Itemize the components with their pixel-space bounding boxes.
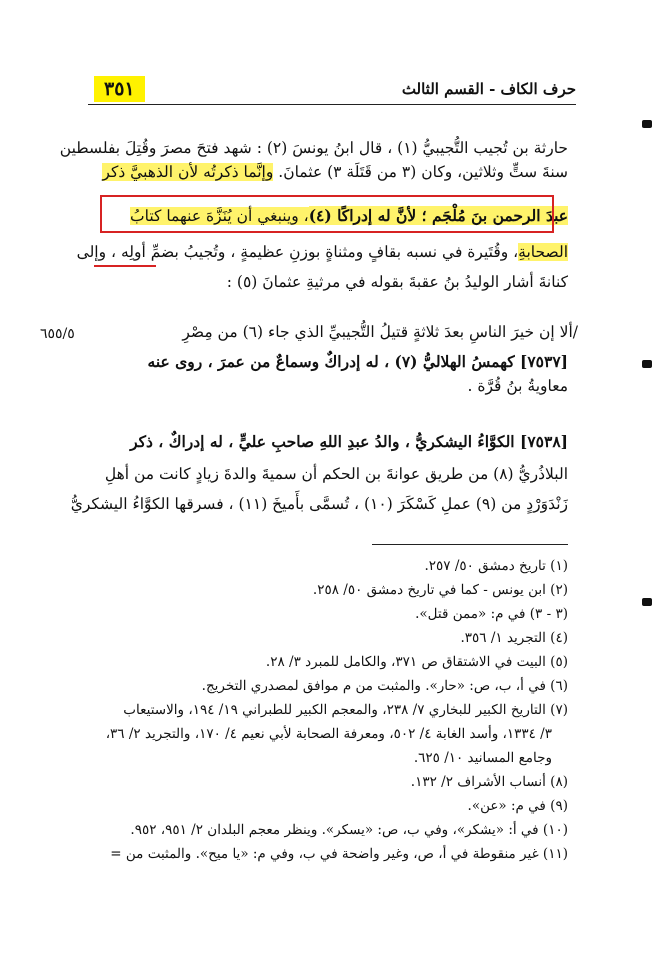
footnote-10: (١٠) في أ: «يشكر»، وفي ب، ص: «يسكر». وينظر معجم البلدان ٢/ ٩٥١، ٩٥٢. [130,822,568,838]
entry-7538-line-2: البلاذُريُّ (٨) من طريق عوانةَ بن الحكم أن سميةَ والدةَ زيادٍ كانت من أهلِ [104,465,568,483]
footnote-5: (٥) البيت في الاشتقاق ص ٣٧١، والكامل للمبرد ٣/ ٢٨. [265,654,568,670]
scan-edge-mark [642,120,652,128]
red-annotation-box [100,195,554,233]
footnote-6: (٦) في أ، ب، ص: «حار». والمثبت من م موافق لمصدري التخريج. [201,678,568,694]
scan-edge-mark [642,360,652,368]
entry-7537: [٧٥٣٧] كهمسُ الهلاليُّ (٧) ، له إدراكٌ وسماعٌ من عمرَ ، روى عنه [147,352,568,371]
header-rule [88,104,576,105]
footnote-7: (٧) التاريخ الكبير للبخاري ٧/ ٢٣٨، والمعجم الكبير للطبراني ١٩/ ١٩٤، والاستيعاب [123,702,568,718]
footnote-9: (٩) في م: «عن». [467,798,568,814]
footnote-8: (٨) أنساب الأشراف ٢/ ١٣٢. [410,774,568,790]
verse-line: /ألا إن خيرَ الناسِ بعدَ ثلاثةٍ قتيلُ التُّجيبيِّ الذي جاء (٦) من مِصْرِ [182,323,578,341]
scan-edge-mark [642,598,652,606]
entry-7537-cont: معاويةُ بنُ قُرَّة . [467,377,568,395]
body-line-2: سنةَ ستٍّ وثلاثين، وكان (٣ من قَتَلَة ٣) عثمانَ. وإنَّما ذكرتُه لأن الذهبيَّ ذكر [102,163,568,181]
body-line-4: الصحابةِ، وقُتَيرة في نسبه بقافٍ ومثناةٍ بوزنِ عظيمةٍ ، وتُجيبُ بضمِّ أولِه ، وإلى [76,243,568,261]
footnote-4: (٤) التجريد ١/ ٣٥٦. [460,630,568,646]
entry-7538: [٧٥٣٨] الكوَّاءُ اليشكريُّ ، والدُ عبدِ اللهِ صاحبِ عليٍّ ، له إدراكٌ ، ذكر [130,432,568,451]
footnote-3: (٣ - ٣) في م: «ممن قتل». [415,606,568,622]
footnote-7-cont: ٣/ ١٣٣٤، وأسد الغابة ٤/ ٥٠٢، ومعرفة الصحابة لأبي نعيم ٤/ ١٧٠، والتجريد ٢/ ٣٦، [105,726,552,742]
highlighted-text: وإنَّما ذكرتُه لأن الذهبيَّ ذكر [102,163,274,181]
footnotes-rule [372,544,568,545]
margin-reference: ٦٥٥/٥ [40,326,75,342]
footnote-11: (١١) غير منقوطة في أ، ص، وغير واضحة في ب، وفي م: «يا ميح». والمثبت من = [110,846,568,862]
footnote-2: (٢) ابن يونس - كما في تاريخ دمشق ٥٠/ ٢٥٨. [312,582,568,598]
highlighted-text: ، وينبغي أن يُنَزَّهَ عنهما كتابُ [130,207,309,225]
highlighted-text: الصحابةِ [518,243,568,261]
body-line-1: حارثة بن تُجيب التُّجيبيُّ (١) ، قال ابنُ يونسَ (٢) : شهد فتحَ مصرَ وقُتِلَ بفلسطين [59,139,568,157]
red-underline [94,265,156,267]
footnote-7-cont-2: وجامع المسانيد ١٠/ ٦٢٥. [413,750,552,766]
running-title: حرف الكاف - القسم الثالث [401,80,576,98]
page-number: ٣٥١ [94,76,145,102]
footnote-1: (١) تاريخ دمشق ٥٠/ ٢٥٧. [424,558,568,574]
highlighted-boxed-text: عبدَ الرحمن بنَ مُلْجَم ؛ لأنَّ له إدراكًا (٤) [308,206,568,225]
page-header [88,76,576,102]
body-line-5: كنانةَ أشار الوليدُ بنُ عقبةَ بقوله في مرثيةِ عثمانَ (٥) : [226,273,568,291]
entry-7538-line-3: زَنْدَوَرْدٍ من (٩) عملِ كَسْكَرَ (١٠) ، تُسمَّى بأَميخَ (١١) ، فسرقها الكوَّاءُ اليشكريُّ [70,495,568,513]
